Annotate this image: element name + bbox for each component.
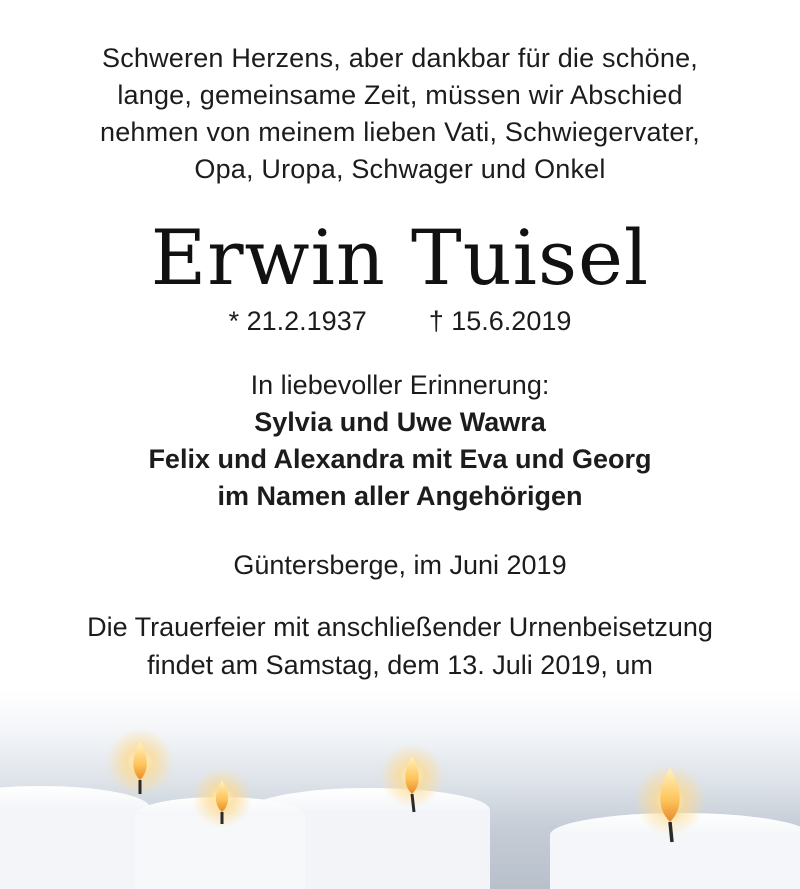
- birth-date: * 21.2.1937: [228, 306, 367, 336]
- memory-block: [0, 367, 800, 515]
- ceremony-line: Die Trauerfeier mit anschließender Urnenbeisetzung: [87, 612, 713, 642]
- mourner-line: im Namen aller Angehörigen: [217, 481, 583, 511]
- ceremony-line: findet am Samstag, dem 13. Juli 2019, um: [147, 650, 653, 680]
- intro-line: nehmen von meinem lieben Vati, Schwiegervater,: [99, 117, 701, 147]
- candle-wick: [412, 794, 414, 812]
- intro-line: lange, gemeinsame Zeit, müssen wir Abschied: [117, 80, 683, 110]
- life-dates: [0, 303, 800, 339]
- candle-body: [0, 808, 150, 889]
- intro-line: Opa, Uropa, Schwager und Onkel: [194, 154, 606, 184]
- place-date: Güntersberge, im Juni 2019: [233, 550, 567, 580]
- intro-text: [0, 40, 800, 188]
- candle-wick: [670, 822, 672, 842]
- mourner-line: Felix und Alexandra mit Eva und Georg: [148, 444, 652, 474]
- death-date: † 15.6.2019: [428, 306, 572, 336]
- mourner-line: Sylvia und Uwe Wawra: [254, 407, 546, 437]
- candles-illustration: [0, 690, 800, 889]
- candle-body: [550, 835, 800, 889]
- deceased-name: Erwin Tuisel: [150, 213, 650, 302]
- intro-line: Schweren Herzens, aber dankbar für die schöne,: [101, 43, 699, 73]
- candles-photo: [0, 690, 800, 889]
- memory-heading: In liebevoller Erinnerung:: [250, 370, 550, 400]
